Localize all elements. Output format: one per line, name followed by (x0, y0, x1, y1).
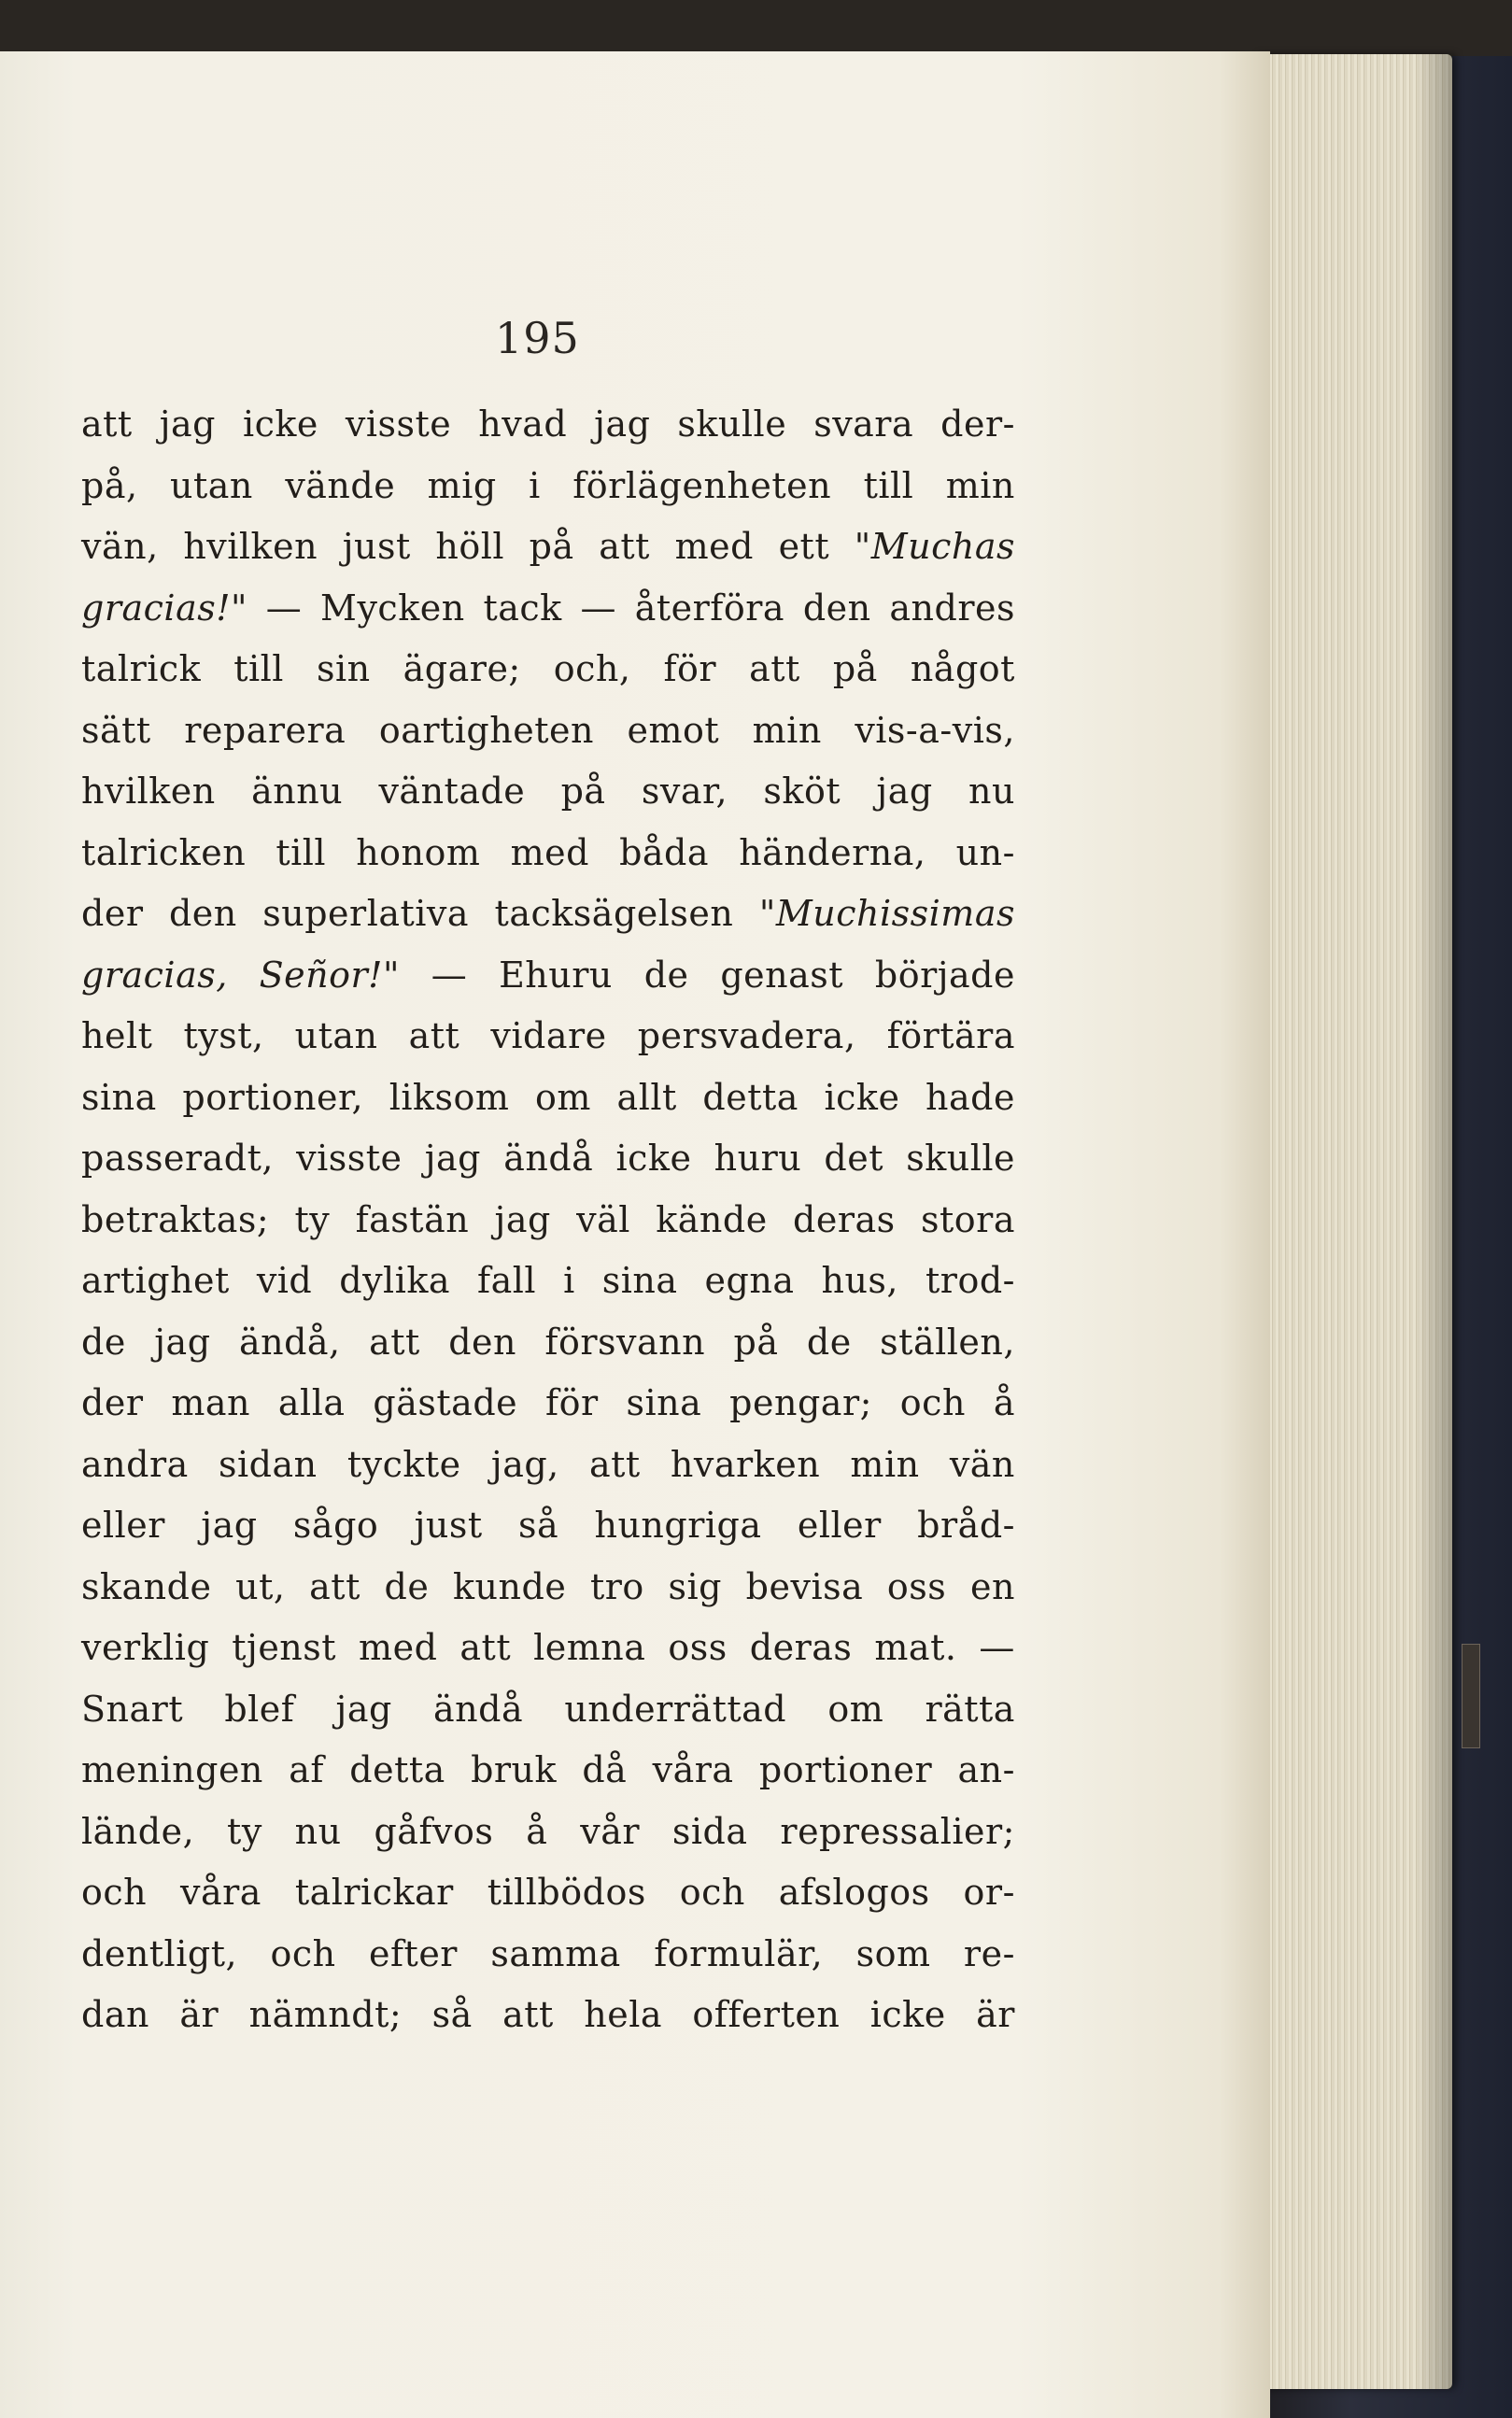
word: Señor!" (259, 954, 400, 996)
word: lemna (533, 1627, 646, 1668)
word: ändå, (238, 1321, 341, 1363)
word: sig (668, 1565, 722, 1607)
word: vän (949, 1443, 1015, 1485)
text-line (81, 761, 1015, 823)
word: talrick (81, 648, 202, 689)
word: gåfvos (374, 1810, 494, 1852)
word: gästade (373, 1382, 518, 1423)
text-line (81, 1740, 1015, 1802)
word: att (408, 1015, 460, 1056)
word: sågo (292, 1505, 379, 1546)
text-line (81, 578, 1015, 640)
word: eller (81, 1505, 165, 1546)
word: hela (584, 1994, 663, 2035)
word: jag (154, 1321, 211, 1363)
word: skulle (906, 1138, 1015, 1179)
word: med (510, 831, 589, 873)
word: meningen (81, 1749, 263, 1790)
word: till (276, 831, 327, 873)
word: sina (81, 1076, 157, 1118)
text-line (81, 1312, 1015, 1374)
word: hungriga (594, 1505, 762, 1546)
word: "Muchissimas (758, 893, 1015, 934)
word: — (431, 954, 468, 996)
word: en (969, 1565, 1015, 1607)
text-line (81, 700, 1015, 762)
word: eller (797, 1505, 882, 1546)
word: bråd- (917, 1505, 1015, 1546)
word: väntade (378, 771, 526, 812)
word: våra (180, 1872, 261, 1913)
word: det (824, 1138, 883, 1179)
word: sköt (763, 771, 841, 812)
word: dentligt, (81, 1932, 238, 1974)
text-line (81, 1006, 1015, 1068)
word: huru (714, 1138, 802, 1179)
word: för (545, 1382, 599, 1423)
word: re- (963, 1932, 1015, 1974)
word: jag (159, 403, 216, 445)
word: jag (876, 771, 933, 812)
page-text (81, 394, 1015, 2046)
word: den (448, 1321, 516, 1363)
word: som (855, 1932, 931, 1974)
word: att (369, 1321, 420, 1363)
word: min (752, 709, 822, 751)
word: ett (778, 526, 830, 567)
word: just (342, 526, 411, 567)
word: kände (656, 1198, 768, 1240)
word: väl (576, 1198, 630, 1240)
word: deras (793, 1198, 896, 1240)
word: icke (615, 1138, 692, 1179)
word: på (529, 526, 574, 567)
text-line (81, 1862, 1015, 1924)
word: vän, (81, 526, 159, 567)
word: visste (296, 1138, 403, 1179)
word: tillbödos (487, 1872, 646, 1913)
word: och (679, 1872, 745, 1913)
word: trod- (926, 1260, 1015, 1301)
word: förtära (886, 1015, 1015, 1056)
word: allt (616, 1076, 677, 1118)
word: andra (81, 1443, 189, 1485)
word: vår (580, 1810, 641, 1852)
word: började (874, 954, 1015, 996)
word: tyckte (346, 1443, 461, 1485)
word: kunde (453, 1565, 567, 1607)
word: fastän (355, 1198, 470, 1240)
word: talrickar (294, 1872, 454, 1913)
word: svara (813, 403, 914, 445)
word: hvarken (670, 1443, 821, 1485)
word: jag (494, 1198, 551, 1240)
text-line (81, 1435, 1015, 1496)
word: visste (345, 403, 452, 445)
word: — (580, 587, 616, 629)
word: repressalier; (780, 1810, 1015, 1852)
word: på (560, 771, 606, 812)
word: ändå (433, 1688, 524, 1730)
word: ägare; (403, 648, 521, 689)
word: min (850, 1443, 920, 1485)
text-line (81, 1190, 1015, 1251)
word: tjenst (232, 1627, 337, 1668)
word: att (749, 648, 800, 689)
word: talricken (81, 831, 247, 873)
word: Snart (81, 1688, 184, 1730)
word: de (643, 954, 689, 996)
word: hus, (821, 1260, 899, 1301)
word: Mycken (320, 587, 465, 629)
word: bruk (471, 1749, 558, 1790)
word: våra (652, 1749, 734, 1790)
word: portioner, (182, 1076, 364, 1118)
text-line (81, 1068, 1015, 1129)
word: lände, (81, 1810, 195, 1852)
word: rätta (925, 1688, 1015, 1730)
word: tro (590, 1565, 644, 1607)
word: reparera (184, 709, 346, 751)
word: deras (749, 1627, 853, 1668)
word: ställen, (880, 1321, 1015, 1363)
text-line (81, 1985, 1015, 2046)
word: der- (940, 403, 1015, 445)
text-line (81, 823, 1015, 884)
word: till (863, 464, 914, 506)
text-line (81, 1128, 1015, 1190)
word: vid (256, 1260, 313, 1301)
word: oss (668, 1627, 728, 1668)
word: nu (968, 771, 1015, 812)
word: skande (81, 1565, 212, 1607)
word: der (81, 893, 144, 934)
word: sidan (219, 1443, 318, 1485)
word: utan (294, 1015, 378, 1056)
word: om (827, 1688, 884, 1730)
word: jag (424, 1138, 481, 1179)
word: efter (369, 1932, 458, 1974)
word: i (529, 464, 541, 506)
word: genast (720, 954, 844, 996)
word: om (535, 1076, 591, 1118)
word: de (81, 1321, 126, 1363)
word: och (81, 1872, 148, 1913)
word: or- (963, 1872, 1015, 1913)
word: att (502, 1994, 554, 2035)
text-line (81, 1679, 1015, 1741)
word: helt (81, 1015, 153, 1056)
word: hvilken (183, 526, 318, 567)
word: ändå (503, 1138, 594, 1179)
word: nu (294, 1810, 342, 1852)
text-line (81, 884, 1015, 945)
word: de (384, 1565, 430, 1607)
word: bevisa (745, 1565, 864, 1607)
word: honom (356, 831, 481, 873)
word: mig (427, 464, 497, 506)
book-page (0, 51, 1270, 2418)
word: pengar; (729, 1382, 872, 1423)
word: den (168, 893, 237, 934)
word: stora (921, 1198, 1015, 1240)
text-line (81, 1802, 1015, 1863)
word: hvilken (81, 771, 216, 812)
word: båda (619, 831, 710, 873)
word: så (517, 1505, 559, 1546)
text-line (81, 1251, 1015, 1312)
word: händerna, (739, 831, 926, 873)
word: å (526, 1810, 548, 1852)
word: sina (601, 1260, 678, 1301)
word: icke (869, 1994, 946, 2035)
word: jag (201, 1505, 258, 1546)
text-line (81, 394, 1015, 456)
word: — (265, 587, 303, 629)
text-line (81, 516, 1015, 578)
word: på (832, 648, 878, 689)
word: just (414, 1505, 483, 1546)
page-edges (1256, 54, 1452, 2389)
word: oartigheten (378, 709, 594, 751)
word: artighet (81, 1260, 230, 1301)
word: att (309, 1565, 360, 1607)
word: vidare (490, 1015, 607, 1056)
word: samma (490, 1932, 621, 1974)
word: "Muchas (854, 526, 1015, 567)
word: detta (702, 1076, 798, 1118)
word: oss (886, 1565, 947, 1607)
word: förlägenheten (572, 464, 832, 506)
word: den (802, 587, 871, 629)
word: persvadera, (637, 1015, 856, 1056)
word: dan (81, 1994, 149, 2035)
word: för (663, 648, 717, 689)
word: ännu (251, 771, 344, 812)
word: att (588, 1443, 641, 1485)
word: fall (477, 1260, 537, 1301)
word: gracias, (81, 954, 228, 996)
word: jag (594, 403, 651, 445)
word: vände (285, 464, 396, 506)
word: andres (889, 587, 1015, 629)
word: formulär, (654, 1932, 824, 1974)
word: sida (671, 1810, 748, 1852)
word: ty (227, 1810, 262, 1852)
binding-tab (1462, 1644, 1480, 1748)
word: på, (81, 464, 138, 506)
word: svar, (641, 771, 728, 812)
word: liksom (389, 1076, 510, 1118)
text-line (81, 639, 1015, 700)
word: är (179, 1994, 219, 2035)
word: tacksägelsen (494, 893, 734, 934)
text-line (81, 1373, 1015, 1435)
text-line (81, 1924, 1015, 1986)
word: hade (926, 1076, 1015, 1118)
word: att (81, 403, 133, 445)
word: de (806, 1321, 852, 1363)
word: i (563, 1260, 575, 1301)
word: nämndt; (248, 1994, 403, 2035)
word: icke (824, 1076, 900, 1118)
word: gracias!" (81, 587, 247, 629)
text-line (81, 1495, 1015, 1557)
word: dylika (339, 1260, 451, 1301)
word: något (910, 648, 1015, 689)
word: man (171, 1382, 251, 1423)
word: jag, (490, 1443, 559, 1485)
word: superlativa (262, 893, 470, 934)
text-line (81, 456, 1015, 517)
word: an- (957, 1749, 1015, 1790)
page-number: 195 (495, 313, 580, 363)
word: sätt (81, 709, 151, 751)
word: att (459, 1627, 512, 1668)
word: — (979, 1627, 1015, 1668)
word: hvad (478, 403, 568, 445)
word: sina (626, 1382, 702, 1423)
word: afslogos (778, 1872, 930, 1913)
word: ty (294, 1198, 331, 1240)
text-line (81, 1618, 1015, 1679)
word: är (976, 1994, 1015, 2035)
word: och (270, 1932, 336, 1974)
word: Ehuru (499, 954, 613, 996)
word: och, (553, 648, 631, 689)
word: med (674, 526, 754, 567)
word: vis-a-vis, (855, 709, 1015, 751)
word: der (81, 1382, 144, 1423)
word: icke (242, 403, 318, 445)
word: detta (349, 1749, 445, 1790)
word: försvann (544, 1321, 706, 1363)
word: jag (335, 1688, 392, 1730)
word: tack (483, 587, 562, 629)
word: ut, (235, 1565, 286, 1607)
word: att (599, 526, 650, 567)
word: egna (704, 1260, 795, 1301)
word: passeradt, (81, 1138, 274, 1179)
word: min (945, 464, 1015, 506)
word: af (289, 1749, 324, 1790)
word: då (582, 1749, 628, 1790)
word: mat. (874, 1627, 957, 1668)
word: på (733, 1321, 779, 1363)
word: emot (627, 709, 720, 751)
word: alla (277, 1382, 346, 1423)
text-line (81, 945, 1015, 1007)
word: till (233, 648, 284, 689)
word: å (993, 1382, 1015, 1423)
word: skulle (677, 403, 787, 445)
word: portioner (758, 1749, 933, 1790)
word: sin (316, 648, 371, 689)
word: tyst, (183, 1015, 264, 1056)
word: höll (435, 526, 505, 567)
word: utan (170, 464, 253, 506)
word: så (431, 1994, 473, 2035)
word: underrättad (564, 1688, 787, 1730)
word: med (359, 1627, 438, 1668)
word: offerten (692, 1994, 841, 2035)
word: un- (955, 831, 1015, 873)
word: återföra (634, 587, 785, 629)
word: och (899, 1382, 966, 1423)
text-line (81, 1557, 1015, 1619)
word: blef (224, 1688, 295, 1730)
word: betraktas; (81, 1198, 270, 1240)
word: verklig (81, 1627, 210, 1668)
